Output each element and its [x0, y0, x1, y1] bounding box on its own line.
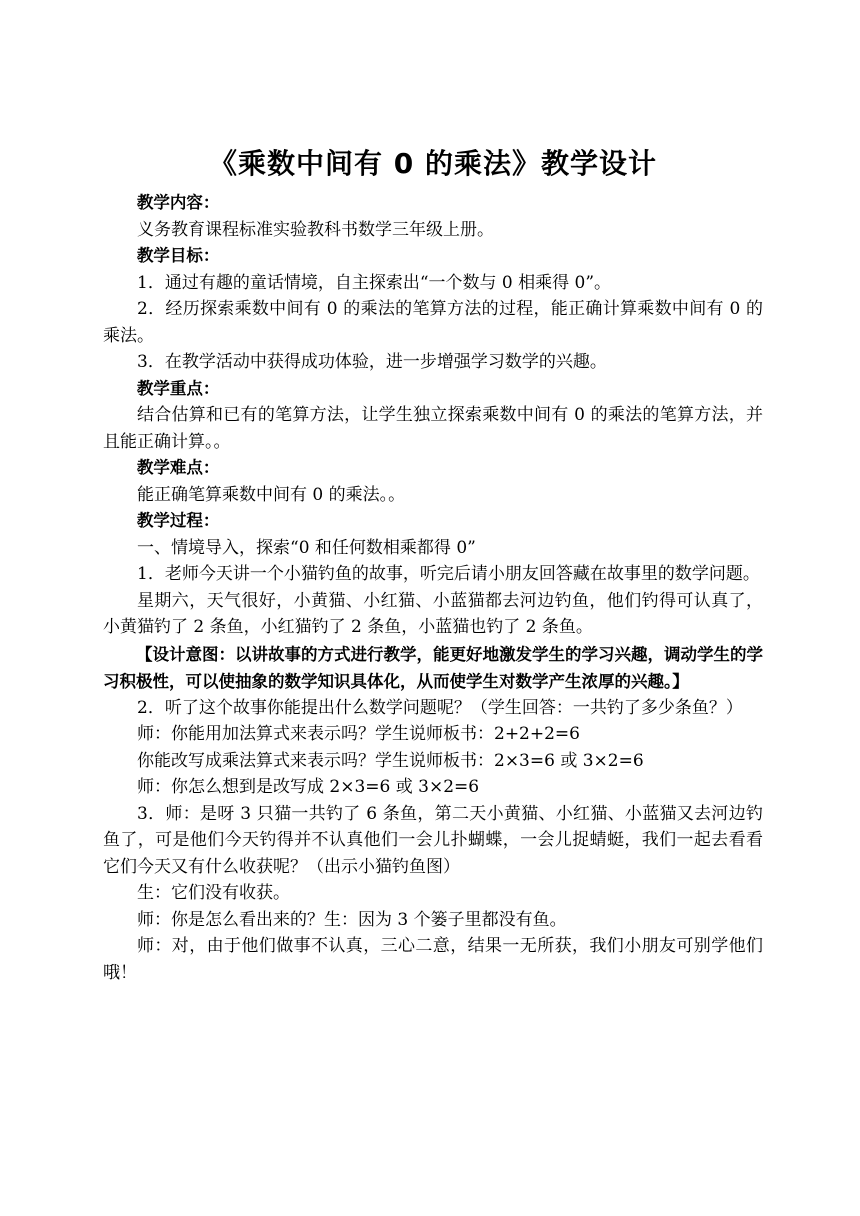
- paragraph: 星期六，天气很好，小黄猫、小红猫、小蓝猫都去河边钓鱼，他们钓得可认真了，小黄猫钓了 2 条鱼，小红猫钓了 2 条鱼，小蓝猫也钓了 2 条鱼。: [103, 590, 763, 637]
- paragraph: 结合估算和已有的笔算方法，让学生独立探索乘数中间有 0 的乘法的笔算方法，并且能正确计算。。: [103, 405, 763, 452]
- paragraph: 能正确笔算乘数中间有 0 的乘法。。: [137, 484, 406, 505]
- paragraph: 师：你是怎么看出来的？生：因为 3 个篓子里都没有鱼。: [137, 909, 567, 930]
- paragraph: 义务教育课程标准实验教科书数学三年级上册。: [137, 219, 494, 240]
- section-heading-objectives: 教学目标：: [136, 246, 220, 265]
- objective-item: 3．在教学活动中获得成功体验，进一步增强学习数学的兴趣。: [137, 352, 607, 372]
- section-heading-difficulties: 教学难点：: [136, 458, 220, 477]
- objective-item: 1．通过有趣的童话情境，自主探索出“一个数与 0 相乘得 0”。: [137, 272, 612, 293]
- section-heading-content: 教学内容：: [136, 193, 220, 212]
- paragraph: 生：它们没有收获。: [137, 883, 290, 903]
- paragraph: 你能改写成乘法算式来表示吗？学生说师板书：2×3=6 或 3×2=6: [137, 750, 644, 771]
- objective-item: 2．经历探索乘数中间有 0 的乘法的笔算方法的过程，能正确计算乘数中间有 0 的乘法。: [103, 299, 763, 346]
- paragraph: 师：你怎么想到是改写成 2×3=6 或 3×2=6: [137, 777, 480, 797]
- design-intent-note: 【设计意图：以讲故事的方式进行教学，能更好地激发学生的学习兴趣，调动学生的学习积极性，可以使抽象的数学知识具体化，从而使学生对数学产生浓厚的兴趣。】: [103, 644, 763, 691]
- paragraph: 师：对，由于他们做事不认真，三心二意，结果一无所获，我们小朋友可别学他们哦！: [103, 936, 763, 983]
- paragraph: 一、情境导入，探索“0 和任何数相乘都得 0”: [137, 537, 476, 558]
- document-title: 《乘数中间有 0 的乘法》教学设计: [209, 147, 657, 180]
- paragraph: 师：你能用加法算式来表示吗？学生说师板书：2+2+2=6: [137, 724, 580, 744]
- paragraph: 1．老师今天讲一个小猫钓鱼的故事，听完后请小朋友回答藏在故事里的数学问题。: [137, 564, 760, 584]
- paragraph: 3．师：是呀 3 只猫一共钓了 6 条鱼，第二天小黄猫、小红猫、小蓝猫又去河边钓鱼了，可是他们今天钓得并不认真他们一会儿扑蝴蝶，一会儿捉蜻蜓，我们一起去看看它们今天又有什么收获呢？（出示小猫钓鱼图）: [103, 803, 763, 877]
- section-heading-process: 教学过程：: [136, 511, 220, 530]
- paragraph: 2．听了这个故事你能提出什么数学问题呢？（学生回答：一共钓了多少条鱼？）: [137, 697, 743, 718]
- document-page: [103, 142, 763, 986]
- section-heading-key-points: 教学重点：: [136, 378, 220, 398]
